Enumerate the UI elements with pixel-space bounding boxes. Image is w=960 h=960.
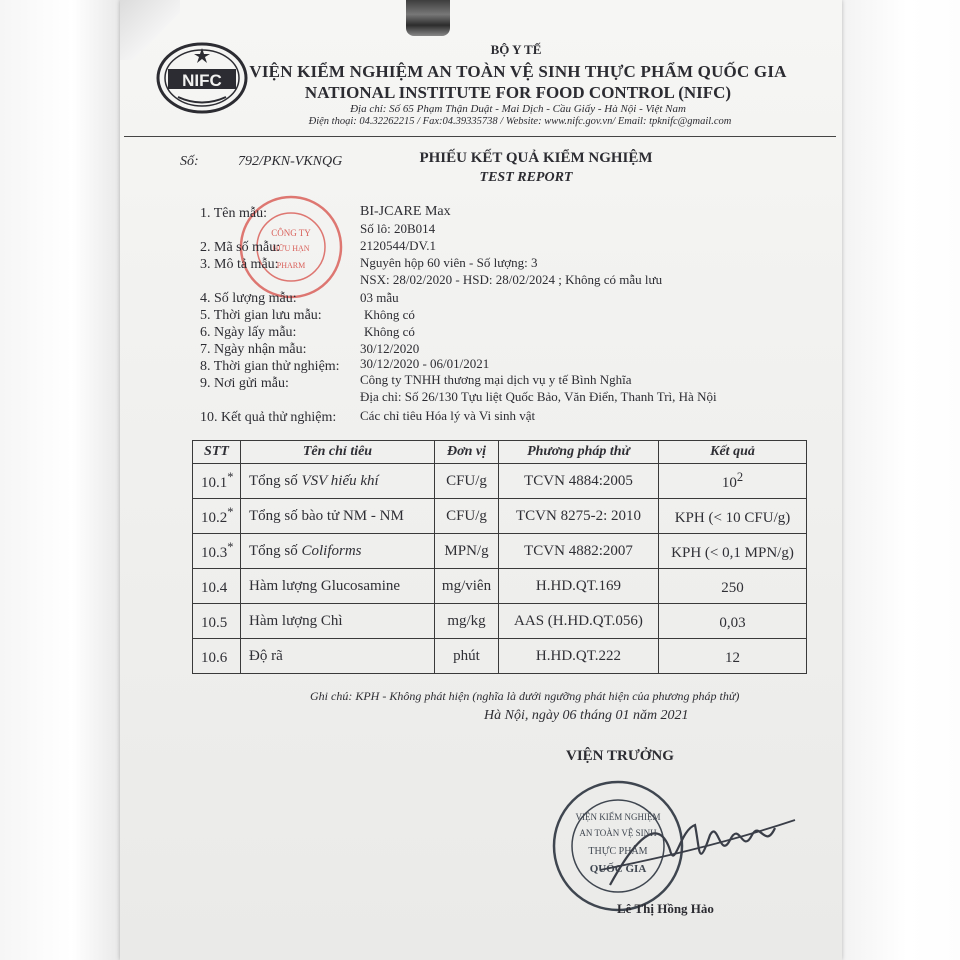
field-label-10: 10. Kết quả thử nghiệm: [200,410,337,425]
stamp-red-line-1: CÔNG TY [271,228,311,238]
row-method: H.HD.QT.169 [499,569,659,604]
table-row [193,499,807,534]
row-star: * [227,470,234,484]
stamp-blue-line-2: AN TOÀN VỆ SINH [579,828,657,838]
row-method: TCVN 4884:2005 [499,464,659,499]
background-left [0,0,120,960]
row-unit: phút [435,639,499,674]
row-method: TCVN 8275-2: 2010 [499,499,659,534]
row-method: TCVN 4882:2007 [499,534,659,569]
table-row [193,569,807,604]
row-unit: CFU/g [435,499,499,534]
field-label-3: 3. Mô tả mẫu: [200,257,279,272]
stamp-blue-line-3: THỰC PHẨM [588,846,648,857]
field-value-1b: Số lô: 20B014 [360,221,436,236]
field-value-8: 30/12/2020 - 06/01/2021 [360,356,490,371]
row-method: AAS (H.HD.QT.056) [499,604,659,639]
field-label-5: 5. Thời gian lưu mẫu: [200,308,322,323]
row-star: * [227,505,234,519]
header-divider [124,136,836,137]
field-value-1: BI-JCARE Max [360,204,451,219]
report-title-en: TEST REPORT [479,170,573,185]
table-row [193,604,807,639]
row-stt: 10.1 [201,475,228,491]
row-stt: 10.3 [201,545,228,561]
binder-clip [406,0,450,36]
handwritten-signature [580,790,810,900]
institute-name-vi: VIỆN KIỂM NGHIỆM AN TOÀN VỆ SINH THỰC PHẨM QUỐC GIA [249,62,787,81]
row-unit: mg/viên [435,569,499,604]
row-result: 10 [721,475,737,491]
report-number: 792/PKN-VKNQG [238,154,343,169]
row-name: Tổng số [249,472,302,489]
field-label-4: 4. Số lượng mẫu: [200,291,297,306]
ministry-name: BỘ Y TẾ [490,42,542,57]
row-stt: 10.5 [201,615,228,631]
field-value-4: 03 mẫu [360,290,399,305]
signer-name: Lê Thị Hồng Hảo [617,901,714,916]
field-label-1: 1. Tên mẫu: [200,206,268,221]
table-row [193,639,807,674]
nifc-logo [156,42,248,114]
field-label-2: 2. Mã số mẫu: [200,240,281,255]
row-name-italic: VSV hiếu khí [301,472,379,489]
row-result: 0,03 [719,615,746,631]
row-name: Hàm lượng Glucosamine [249,577,401,594]
header-stt: STT [193,441,241,464]
row-unit: CFU/g [435,464,499,499]
stamp-red-line-3: PHARM [276,261,306,270]
header-unit: Đơn vị [435,441,499,464]
report-number-label: Số: [180,154,199,169]
row-stt: 10.4 [201,580,228,596]
field-label-6: 6. Ngày lấy mẫu: [200,325,297,340]
field-value-7: 30/12/2020 [360,341,420,356]
field-value-6: Không có [364,324,415,339]
field-value-10: Các chỉ tiêu Hóa lý và Vi sinh vật [360,408,536,423]
row-name: Tổng số bào tử NM - NM [249,507,404,524]
row-name: Độ rã [249,647,283,664]
stamp-blue-line-1: VIỆN KIỂM NGHIỆM [575,812,661,822]
row-star: * [227,540,234,554]
field-label-8: 8. Thời gian thử nghiệm: [200,359,340,374]
field-value-2: 2120544/DV.1 [360,238,436,253]
row-result: 12 [725,650,740,666]
field-value-3b: NSX: 28/02/2020 - HSD: 28/02/2024 ; Không có mẫu lưu [360,272,663,287]
row-unit: mg/kg [435,604,499,639]
results-table [192,440,807,674]
row-result-sup: 2 [736,470,744,484]
row-name: Hàm lượng Chì [249,612,343,629]
field-value-9: Công ty TNHH thương mại dịch vụ y tế Bình Nghĩa [360,372,632,387]
field-value-3: Nguyên hộp 60 viên - Số lượng: 3 [360,255,538,270]
institute-name-en: NATIONAL INSTITUTE FOR FOOD CONTROL (NIFC) [304,83,732,102]
header-result: Kết quả [659,441,807,464]
row-stt: 10.6 [201,650,228,666]
background-right [842,0,960,960]
institute-address: Địa chỉ: Số 65 Phạm Thận Duật - Mai Dịch - Cầu Giấy - Hà Nội - Việt Nam [350,103,686,115]
field-value-5: Không có [364,307,415,322]
row-name: Tổng số [249,542,302,559]
stamp-red-line-2: HỮU HẠN [272,244,310,253]
table-header-row [193,441,807,464]
field-label-7: 7. Ngày nhận mẫu: [200,342,307,357]
row-unit: MPN/g [435,534,499,569]
stamp-blue-line-4: QUỐC GIA [589,863,647,875]
svg-text:NIFC: NIFC [182,71,222,90]
row-stt: 10.2 [201,510,228,526]
row-result: 250 [721,580,744,596]
document-page [120,0,842,960]
header-name: Tên chỉ tiêu [241,441,435,464]
field-value-9b: Địa chỉ: Số 26/130 Tựu liệt Quốc Bảo, Văn Điển, Thanh Trì, Hà Nội [360,389,717,404]
footnote: Ghi chú: KPH - Không phát hiện (nghĩa là dưới ngưỡng phát hiện của phương pháp thử) [310,689,740,703]
table-row [193,534,807,569]
institute-contact: Điện thoại: 04.32262215 / Fax:04.39335738 / Website: www.nifc.gov.vn/ Email: tpknifc@gmail.com [308,116,732,127]
field-label-9: 9. Nơi gửi mẫu: [200,376,289,391]
signer-title: VIỆN TRƯỞNG [566,748,674,764]
row-name-italic: Coliforms [301,542,362,559]
row-result: KPH (< 0,1 MPN/g) [671,545,794,561]
report-title-vi: PHIẾU KẾT QUẢ KIỂM NGHIỆM [419,150,653,166]
place-date: Hà Nội, ngày 06 tháng 01 năm 2021 [484,708,689,723]
header-method: Phương pháp thử [499,441,659,464]
row-method: H.HD.QT.222 [499,639,659,674]
table-row [193,464,807,499]
row-result: KPH (< 10 CFU/g) [674,510,791,526]
